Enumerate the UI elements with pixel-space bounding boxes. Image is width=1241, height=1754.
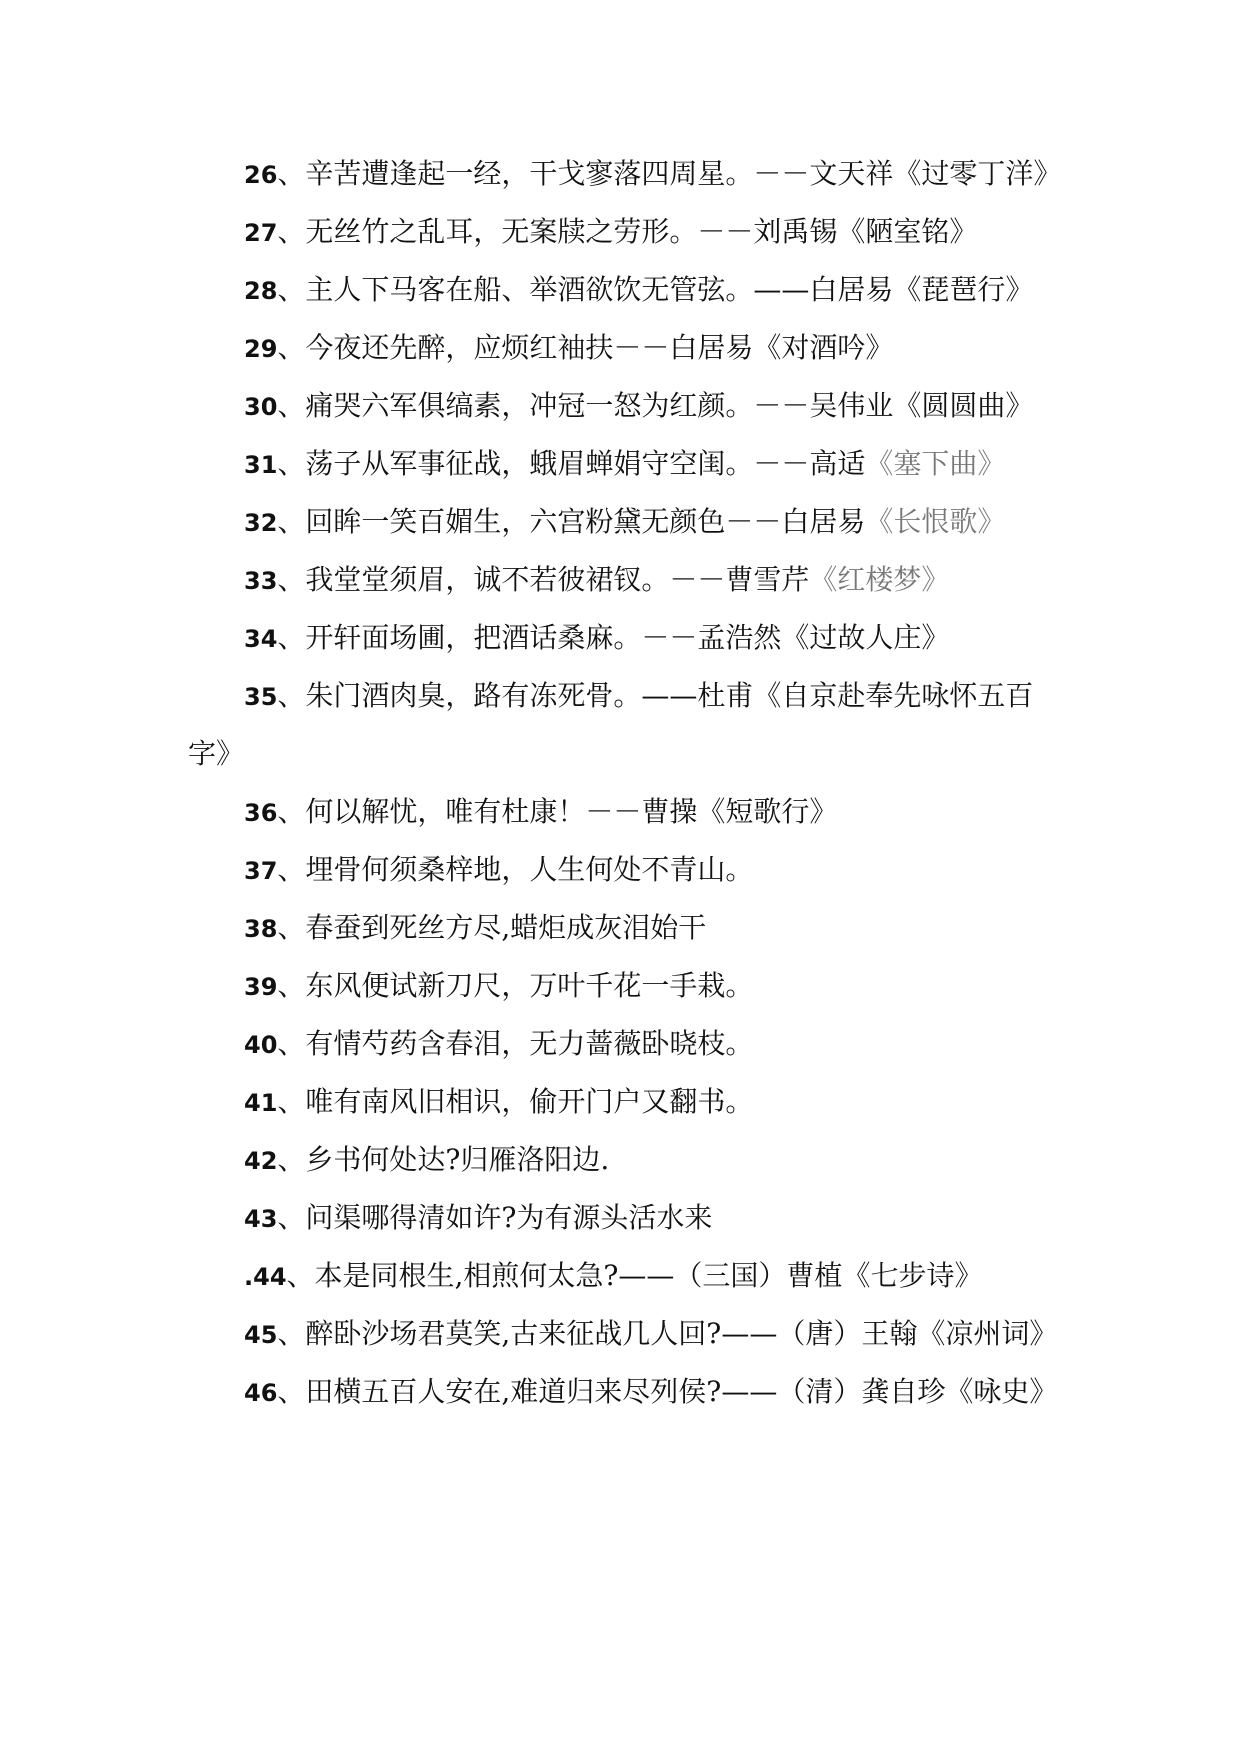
quote-source-title: 《短歌行》 — [697, 795, 838, 828]
quote-number: 45 — [244, 1321, 278, 1349]
quote-number: 32 — [244, 509, 278, 537]
quote-line — [188, 203, 1068, 261]
quote-number: 41 — [244, 1089, 278, 1117]
quote-number: .44 — [244, 1263, 287, 1291]
quote-line — [188, 609, 1068, 667]
quote-line — [188, 841, 1068, 899]
quote-text: 、何以解忧，唯有杜康！－－曹操 — [277, 795, 698, 828]
quote-source-title: 《对酒吟》 — [753, 331, 894, 364]
quote-text: 、东风便试新刀尺，万叶千花一手栽。 — [277, 969, 754, 1002]
quote-line — [188, 783, 1068, 841]
quote-line — [188, 493, 1068, 551]
quote-source-title: 《圆圆曲》 — [893, 389, 1034, 422]
quote-source-title: 《自京赴奉先咏怀五百 — [753, 679, 1034, 712]
quote-line — [188, 261, 1068, 319]
quote-number: 36 — [244, 799, 278, 827]
quote-number: 26 — [244, 161, 278, 189]
quote-number: 33 — [244, 567, 278, 595]
quote-number: 27 — [244, 219, 278, 247]
quote-number: 39 — [244, 973, 278, 1001]
quote-line — [188, 145, 1068, 203]
quote-line — [188, 435, 1068, 493]
quote-text: 、开轩面场圃，把酒话桑麻。－－孟浩然 — [277, 621, 782, 654]
quote-number: 42 — [244, 1147, 278, 1175]
quote-line — [188, 551, 1068, 609]
quote-line — [188, 1015, 1068, 1073]
quote-line — [188, 1305, 1068, 1363]
quote-line — [188, 899, 1068, 957]
quote-number: 34 — [244, 625, 278, 653]
quote-line — [188, 1073, 1068, 1131]
quote-text: 、本是同根生,相煎何太急?——（三国）曹植 — [286, 1259, 843, 1292]
quote-number: 35 — [244, 683, 278, 711]
quote-number: 29 — [244, 335, 278, 363]
quote-number: 46 — [244, 1379, 278, 1407]
quote-source-title: 《琵琶行》 — [893, 273, 1034, 306]
quote-text: 、乡书何处达?归雁洛阳边. — [277, 1143, 610, 1176]
quote-text: 、问渠哪得清如许?为有源头活水来 — [277, 1201, 713, 1234]
quote-text: 、主人下马客在船、举酒欲饮无管弦。——白居易 — [277, 273, 894, 306]
quote-source-title: 《塞下曲》 — [865, 447, 1006, 480]
quote-text: 、荡子从军事征战，蛾眉蝉娟守空闺。－－高适 — [277, 447, 866, 480]
poem-quote-list — [188, 145, 1068, 1421]
quote-line — [188, 1131, 1068, 1189]
quote-number: 43 — [244, 1205, 278, 1233]
quote-line — [188, 957, 1068, 1015]
quote-text: 、回眸一笑百媚生，六宫粉黛无颜色－－白居易 — [277, 505, 866, 538]
quote-number: 28 — [244, 277, 278, 305]
quote-text: 、今夜还先醉，应烦红袖扶－－白居易 — [277, 331, 754, 364]
quote-line — [188, 1189, 1068, 1247]
quote-number: 37 — [244, 857, 278, 885]
quote-number: 40 — [244, 1031, 278, 1059]
quote-text: 、唯有南风旧相识，偷开门户又翻书。 — [277, 1085, 754, 1118]
quote-source-title: 《过零丁洋》 — [893, 157, 1062, 190]
quote-line — [188, 1247, 1068, 1305]
quote-source-title: 《凉州词》 — [917, 1317, 1058, 1350]
quote-source-title: 《七步诗》 — [842, 1259, 983, 1292]
quote-text: 、有情芍药含春泪，无力蔷薇卧晓枝。 — [277, 1027, 754, 1060]
quote-text: 、辛苦遭逢起一经，干戈寥落四周星。－－文天祥 — [277, 157, 894, 190]
quote-text: 、无丝竹之乱耳，无案牍之劳形。－－刘禹锡 — [277, 215, 838, 248]
quote-text: 、田横五百人安在,难道归来尽列侯?——（清）龚自珍 — [277, 1375, 946, 1408]
quote-text: 、春蚕到死丝方尽,蜡炬成灰泪始干 — [277, 911, 707, 944]
quote-number: 31 — [244, 451, 278, 479]
quote-text: 、埋骨何须桑梓地，人生何处不青山。 — [277, 853, 754, 886]
quote-number: 38 — [244, 915, 278, 943]
quote-source-title: 《过故人庄》 — [781, 621, 950, 654]
quote-text: 、我堂堂须眉，诚不若彼裙钗。－－曹雪芹 — [277, 563, 810, 596]
quote-text: 字》 — [188, 737, 245, 770]
quote-line-continuation — [188, 725, 1068, 783]
quote-text: 、醉卧沙场君莫笑,古来征战几人回?——（唐）王翰 — [277, 1317, 918, 1350]
quote-number: 30 — [244, 393, 278, 421]
quote-source-title: 《陋室铭》 — [837, 215, 978, 248]
quote-line — [188, 319, 1068, 377]
quote-line — [188, 667, 1068, 725]
quote-source-title: 《咏史》 — [945, 1375, 1058, 1408]
quote-source-title: 《长恨歌》 — [865, 505, 1006, 538]
quote-line — [188, 377, 1068, 435]
quote-line — [188, 1363, 1068, 1421]
quote-text: 、痛哭六军俱缟素，冲冠一怒为红颜。－－吴伟业 — [277, 389, 894, 422]
quote-source-title: 《红楼梦》 — [809, 563, 950, 596]
quote-text: 、朱门酒肉臭，路有冻死骨。——杜甫 — [277, 679, 754, 712]
